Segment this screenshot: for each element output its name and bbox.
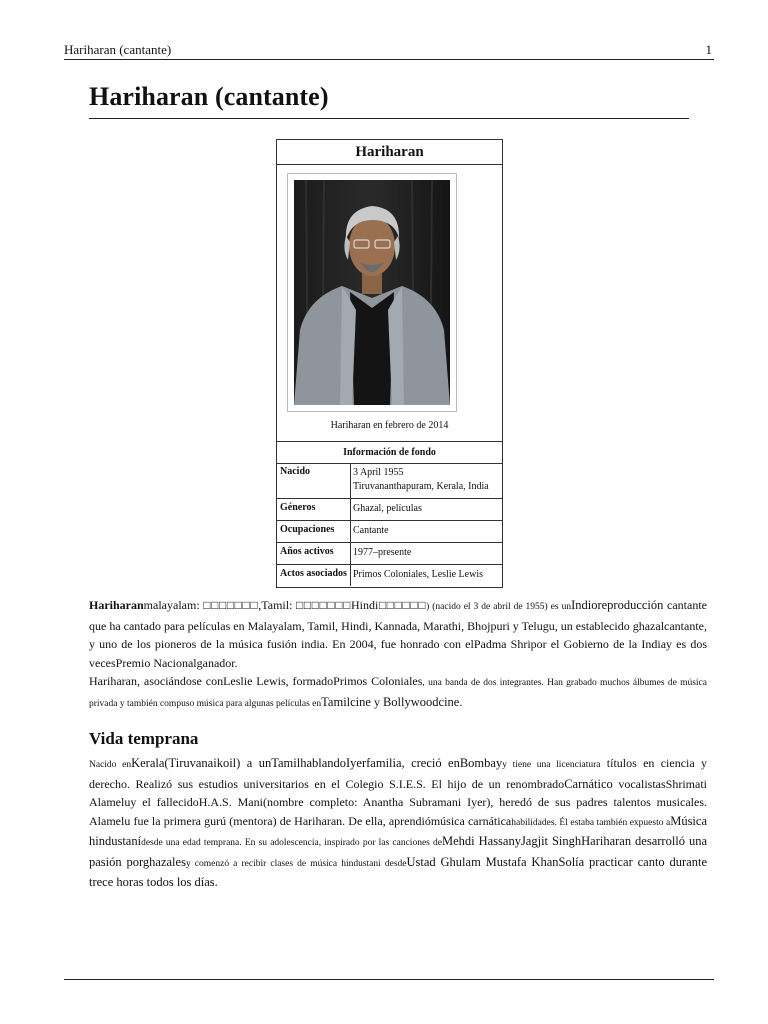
infobox-row-associated-acts: [277, 565, 502, 586]
infobox: [276, 139, 503, 588]
portrait-frame: [287, 173, 457, 412]
section-paragraph: Nacido enKerala(Tiruvanaikoil) a unTamilhablandoIyerfamilia, creció enBombayy tiene una licenciatura títulos en ciencia y derecho. Realizó sus estudios universitarios en el Colegio S.I.E.S. El hijo de un renombradoCarnático vocalistasShrimati Alameluy el fallecidoH.A.S. Mani(nombre completo: Anantha Subramani Iyer), heredó de sus padres talentos musicales. Alamelu fue la primera gurú (mentora) de Hariharan. De ella, aprendiómúsica carnáticahabilidades. Él estaba también expuesto aMúsica hindustanídesde una edad temprana. En su adolescencia, inspirado por las canciones deMehdi HassanyJagjit SinghHariharan desarrolló una pasión porghazalesy comenzó a recibir clases de música hindustani desdeUstad Ghulam Mustafa KhanSolía practicar canto durante trece horas todos los días.: [89, 756, 708, 889]
page-title: Hariharan (cantante): [89, 82, 329, 111]
row-value: Ghazal, películas: [353, 503, 422, 514]
row-value: 3 April 1955 Tiruvananthapuram, Kerala, India: [353, 467, 489, 492]
running-title: Hariharan (cantante): [64, 42, 172, 57]
row-value: Cantante: [353, 525, 389, 536]
section-text: [89, 754, 707, 892]
intro-text: [89, 596, 707, 713]
header-rule: [64, 59, 714, 60]
intro-paragraph-1: Hariharanmalayalam: □□□□□□□,Tamil: □□□□□□□Hindi□□□□□□) (nacido el 3 de abril de 1955) es unIndioreproducción cantante que ha cantado para películas en Malayalam, Tamil, Hindi, Kannada, Marathi, Bhojpuri y Telugu, un establecido ghazalcantante, y uno de los pioneros de la música fusión india. En 2004, fue honrado con elPadma Shripor el Gobierno de la Indiay es dos vecesPremio Nacionalganador.: [89, 598, 707, 670]
title-rule: [89, 118, 689, 119]
row-key: Años activos: [280, 546, 334, 557]
row-key: Nacido: [280, 466, 310, 477]
infobox-row-genres: [277, 499, 502, 521]
row-key: Ocupaciones: [280, 524, 335, 535]
page-number: 1: [705, 42, 712, 57]
row-value: Primos Coloniales, Leslie Lewis: [353, 569, 483, 580]
infobox-title: Hariharan: [277, 140, 502, 165]
row-value: 1977–presente: [353, 547, 412, 558]
infobox-row-born: [277, 463, 502, 499]
row-key: Géneros: [280, 502, 316, 513]
running-header: [64, 42, 714, 58]
section-heading: Vida temprana: [89, 729, 199, 748]
intro-paragraph-2: Hariharan, asociándose conLeslie Lewis, formadoPrimos Coloniales, una banda de dos integrantes. Han grabado muchos álbumes de música privada y también compuso música para algunas películas enTamilcine y Bollywoodcine.: [89, 674, 707, 709]
row-key: Actos asociados: [280, 568, 347, 579]
infobox-row-years-active: [277, 543, 502, 565]
footer-rule: [64, 979, 714, 980]
portrait-caption: Hariharan en febrero de 2014: [330, 420, 449, 431]
infobox-row-occupations: [277, 521, 502, 543]
infobox-section-header: Información de fondo: [277, 441, 502, 464]
portrait-photo[interactable]: [294, 180, 450, 405]
